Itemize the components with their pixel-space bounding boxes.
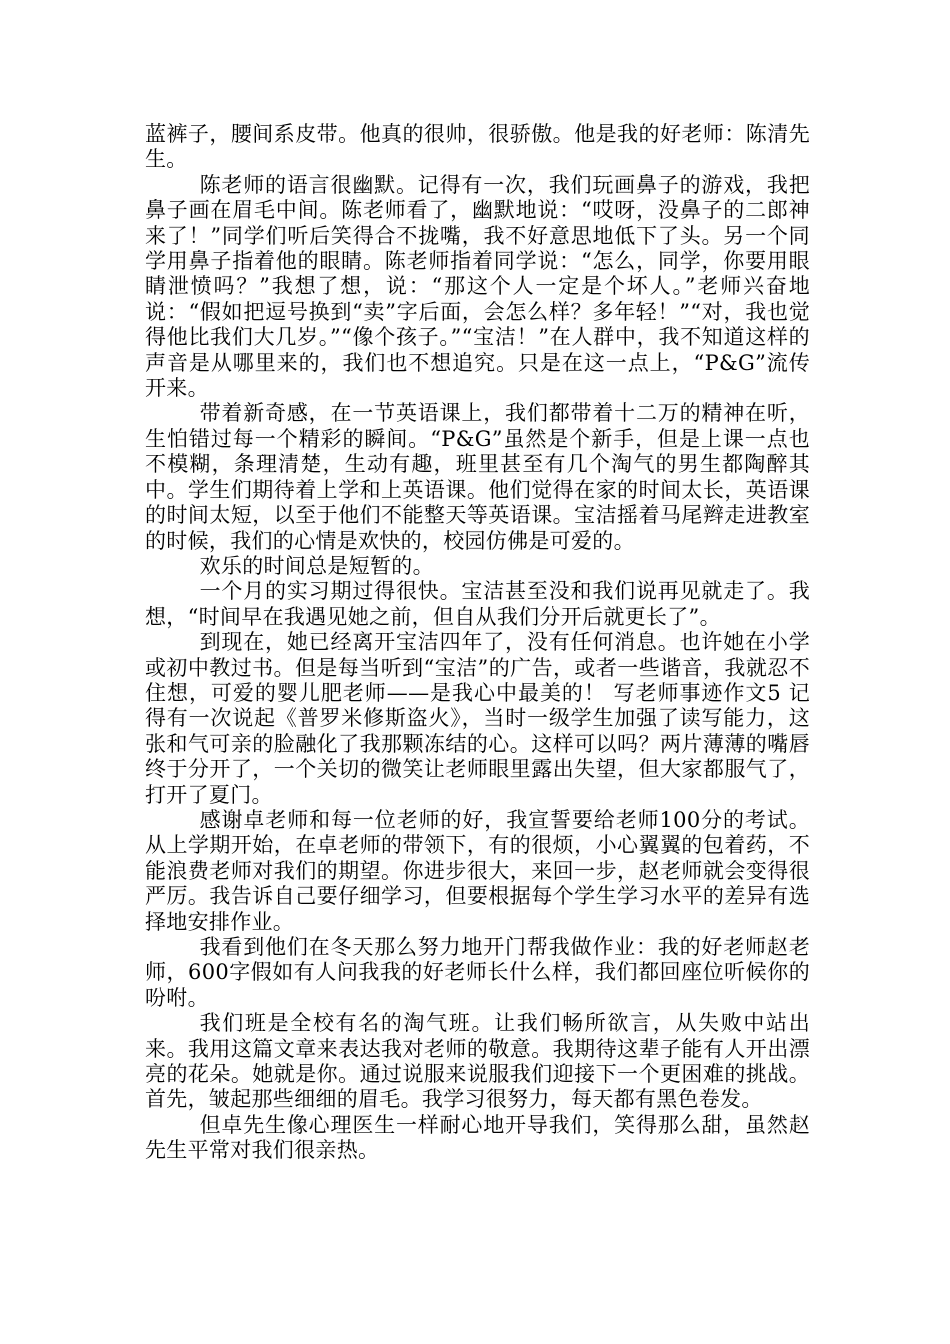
paragraph: 感谢卓老师和每一位老师的好，我宣誓要给老师100分的考试。从上学期开始，在卓老师的带领下，有的很烦，小心翼翼的包着药，不能浪费老师对我们的期望。你进步很大，来回一步，赵老师就会变得很严厉。我告诉自己要仔细学习，但要根据每个学生学习水平的差异有选择地安排作业。 [145, 807, 810, 934]
paragraph: 蓝裤子，腰间系皮带。他真的很帅，很骄傲。他是我的好老师：陈清先生。 [145, 122, 810, 172]
paragraph: 到现在，她已经离开宝洁四年了，没有任何消息。也许她在小学或初中教过书。但是每当听到“宝洁”的广告，或者一些谐音，我就忍不住想，可爱的婴儿肥老师——是我心中最美的！ 写老师事迹作文5 记得有一次说起《普罗米修斯盗火》，当时一级学生加强了读写能力，这张和气可亲的脸融化了我那颗冻结的心。这样可以吗？两片薄薄的嘴唇终于分开了，一个关切的微笑让老师眼里露出失望，但大家都服气了，打开了夏门。 [145, 630, 810, 807]
paragraph: 欢乐的时间总是短暂的。 [199, 553, 434, 578]
paragraph: 但卓先生像心理医生一样耐心地开导我们，笑得那么甜，虽然赵先生平常对我们很亲热。 [145, 1112, 810, 1163]
paragraph: 我们班是全校有名的淘气班。让我们畅所欲言，从失败中站出来。我用这篇文章来表达我对老师的敬意。我期待这辈子能有人开出漂亮的花朵。她就是你。通过说服来说服我们迎接下一个更困难的挑战。首先，皱起那些细细的眉毛。我学习很努力，每天都有黑色卷发。 [145, 1011, 810, 1112]
document-body [145, 122, 810, 1164]
paragraph: 带着新奇感，在一节英语课上，我们都带着十二万的精神在听，生怕错过每一个精彩的瞬间。“P&G”虽然是个新手，但是上课一点也不模糊，条理清楚，生动有趣，班里甚至有几个淘气的男生都陶醉其中。学生们期待着上学和上英语课。他们觉得在家的时间太长，英语课的时间太短，以至于他们不能整天等英语课。宝洁摇着马尾辫走进教室的时候，我们的心情是欢快的，校园仿佛是可爱的。 [145, 401, 810, 553]
paragraph: 我看到他们在冬天那么努力地开门帮我做作业：我的好老师赵老师，600字假如有人问我我的好老师长什么样，我们都回座位听候你的吩咐。 [145, 935, 810, 1010]
paragraph: 一个月的实习期过得很快。宝洁甚至没和我们说再见就走了。我想，“时间早在我遇见她之前，但自从我们分开后就更长了”。 [145, 579, 810, 629]
paragraph: 陈老师的语言很幽默。记得有一次，我们玩画鼻子的游戏，我把鼻子画在眉毛中间。陈老师看了，幽默地说：“哎呀，没鼻子的二郎神来了！”同学们听后笑得合不拢嘴，我不好意思地低下了头。另一个同学用鼻子指着他的眼睛。陈老师指着同学说：“怎么，同学，你要用眼睛泄愤吗？”我想了想，说：“那这个人一定是个坏人。”老师兴奋地说：“假如把逗号换到“卖”字后面，会怎么样？多年轻！”“对，我也觉得他比我们大几岁。”“像个孩子。”“宝洁！”在人群中，我不知道这样的声音是从哪里来的，我们也不想追究。只是在这一点上，“P&G”流传开来。 [145, 172, 810, 401]
